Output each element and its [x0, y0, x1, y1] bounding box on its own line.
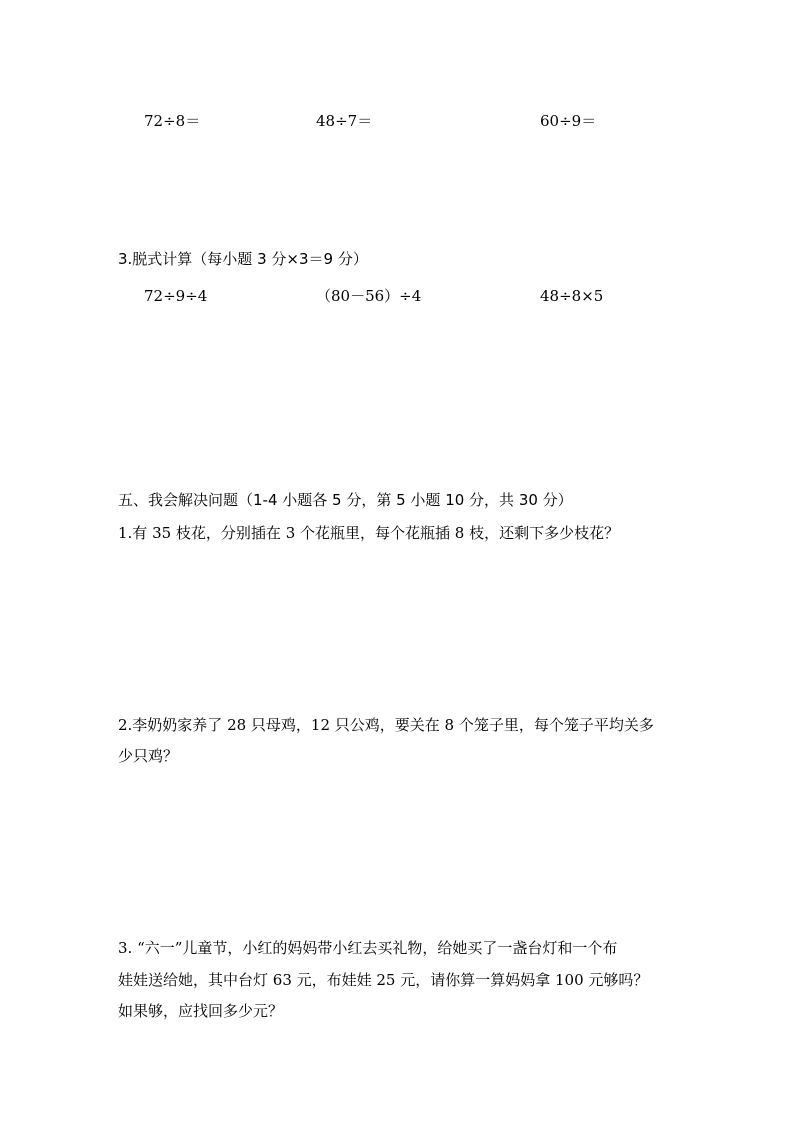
word-problem-1: 1.有 35 枝花，分别插在 3 个花瓶里，每个花瓶插 8 枝，还剩下多少枝花？: [118, 524, 620, 542]
section-heading-problem-solving: 五、我会解决问题（1-4 小题各 5 分，第 5 小题 10 分，共 30 分）: [118, 491, 573, 509]
step-calc-item-2: （80－56）÷4: [316, 287, 422, 305]
step-calc-item-1: 72÷9÷4: [144, 287, 208, 305]
word-problem-2-line-2: 少只鸡？: [118, 747, 179, 765]
division-item-2: 48÷7＝: [316, 112, 373, 130]
word-problem-3-line-1: 3. “六一”儿童节，小红的妈妈带小红去买礼物，给她买了一盏台灯和一个布: [118, 939, 618, 957]
word-problem-2-line-1: 2.李奶奶家养了 28 只母鸡，12 只公鸡，要关在 8 个笼子里，每个笼子平均关多: [118, 716, 654, 734]
division-item-3: 60÷9＝: [540, 112, 597, 130]
section-heading-step-calculation: 3.脱式计算（每小题 3 分×3＝9 分）: [118, 250, 368, 268]
word-problem-3-line-3: 如果够，应找回多少元？: [118, 1002, 284, 1020]
division-item-1: 72÷8＝: [144, 112, 201, 130]
step-calc-item-3: 48÷8×5: [540, 287, 604, 305]
word-problem-3-line-2: 娃娃送给她，其中台灯 63 元，布娃娃 25 元，请你算一算妈妈拿 100 元够吗？: [118, 971, 649, 989]
